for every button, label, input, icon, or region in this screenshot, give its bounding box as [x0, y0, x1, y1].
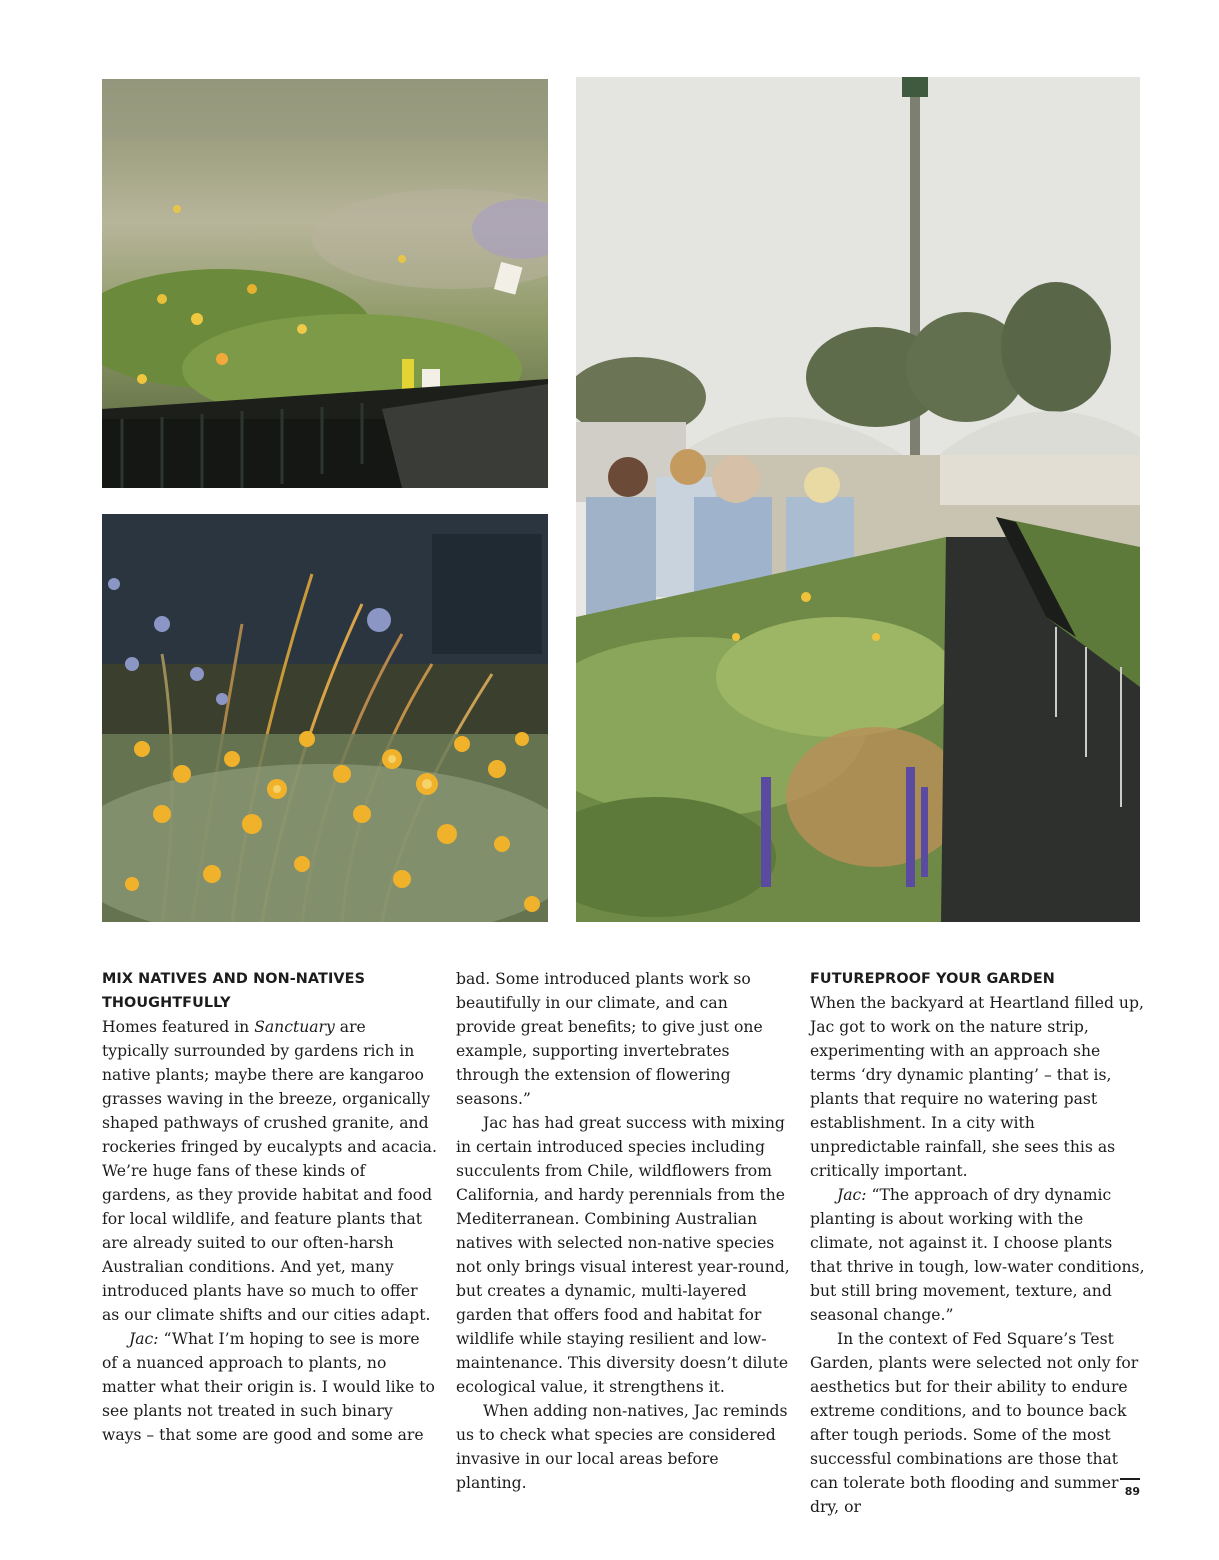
- speaker-label: Jac:: [129, 1330, 159, 1348]
- paragraph: In the context of Fed Square’s Test Garden, plants were selected not only for aesthetics but for their ability to endure extreme conditions, and to bounce back after tough periods. Some of the most successful combinations are those that can tolerate both flooding and summer dry, or: [810, 1330, 1139, 1516]
- section-heading-futureproof: FUTUREPROOF YOUR GARDEN: [810, 971, 1055, 987]
- article-column-2: [456, 967, 792, 1495]
- page-number: [1120, 1478, 1140, 1498]
- page-number-text: 89: [1124, 1485, 1140, 1498]
- paragraph-text: are typically surrounded by gardens rich in native plants; maybe there are kangaroo grasses waving in the breeze, organically shaped pathways of crushed granite, and rockeries fringed by eucalypts and acacia. We’re huge fans of these kinds of gardens, as they provide habitat and food for local wildlife, and feature plants that are already suited to our often-harsh Australian conditions. And yet, many introduced plants have so much to offer as our climate shifts and our cities adapt.: [102, 1018, 437, 1324]
- paragraph-text: Homes featured in: [102, 1018, 255, 1036]
- paragraph: [102, 1015, 437, 1327]
- photo-greenhouse-visitors: [576, 77, 1140, 922]
- paragraph: [810, 1183, 1146, 1327]
- paragraph: bad. Some introduced plants work so beautifully in our climate, and can provide great benefits; to give just one example, supporting invertebrates through the extension of flowering seasons.”: [456, 970, 763, 1108]
- quote-text: “What I’m hoping to see is more of a nuanced approach to plants, no matter what their origin is. I would like to see plants not treated in such binary ways – that some are good and some are: [102, 1330, 435, 1444]
- paragraph: When the backyard at Heartland filled up, Jac got to work on the nature strip, experimenting with an approach she terms ‘dry dynamic planting’ – that is, plants that require no watering past establishment. In a city with unpredictable rainfall, she sees this as critically important.: [810, 994, 1144, 1180]
- magazine-title: Sanctuary: [254, 1018, 335, 1036]
- photo-wildflowers: [102, 514, 548, 922]
- article-column-1: [102, 967, 437, 1447]
- paragraph: When adding non-natives, Jac reminds us to check what species are considered invasive in our local areas before planting.: [456, 1402, 788, 1492]
- paragraph: [102, 1327, 437, 1447]
- article-column-3: [810, 967, 1146, 1519]
- speaker-label: Jac:: [837, 1186, 867, 1204]
- quote-text: “The approach of dry dynamic planting is about working with the climate, not against it. I choose plants that thrive in tough, low-water conditions, but still bring movement, texture, and seasonal change.”: [810, 1186, 1145, 1324]
- photo-nursery-benches: [102, 79, 548, 488]
- section-heading-mix-natives: MIX NATIVES AND NON-NATIVES THOUGHTFULLY: [102, 971, 366, 1011]
- paragraph: Jac has had great success with mixing in certain introduced species including succulents from Chile, wildflowers from California, and hardy perennials from the Mediterranean. Combining Australian natives with selected non-native species not only brings visual interest year-round, but creates a dynamic, multi-layered garden that offers food and habitat for wildlife while staying resilient and low-maintenance. This diversity doesn’t dilute ecological value, it strengthens it.: [456, 1114, 790, 1396]
